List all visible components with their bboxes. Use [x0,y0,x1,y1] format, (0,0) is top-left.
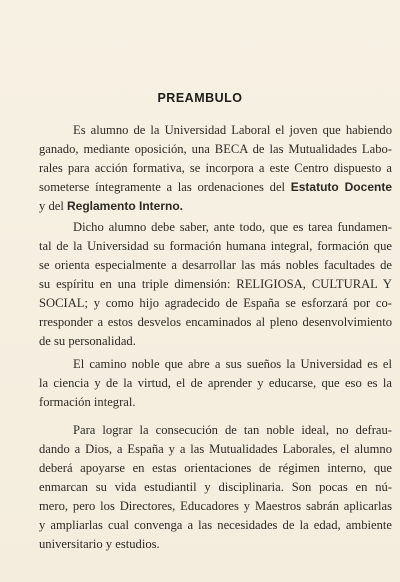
text-line: enmarcan su vida estudiantil y disciplinaria. Son pocas en nú- [39,480,392,494]
text-line: deberá apoyarse en estas orientaciones de régimen interno, que [39,461,392,475]
text-segment: y del [39,199,67,213]
paragraph-4 [39,421,392,554]
text-line: rresponder a estos desvelos encaminados al pleno desenvolvimiento [39,315,392,329]
text-line: dando a Dios, a España y a las Mutualidades Laborales, el alumno [39,442,392,456]
text-line: SOCIAL; y como hijo agradecido de España se esforzará por co- [39,296,392,310]
text-line: ganado, mediante oposición, una BECA de las Mutualidades Labo- [39,142,392,156]
paragraph-1 [39,121,392,216]
text-line: Dicho alumno debe saber, ante todo, que es tarea fundamen- [73,220,392,234]
text-line: rales para acción formativa, se incorpora a este Centro dispuesto a [39,161,392,175]
text-line: universitario y estudios. [39,537,160,551]
text-line [39,178,392,197]
text-line: El camino noble que abre a sus sueños la Universidad es el [73,357,392,371]
text-line: mero, pero los Directores, Educadores y Maestros sabrán aplicarlas [39,499,392,513]
paragraph-3 [39,355,392,412]
text-line: se orienta especialmente a desarrollar las más nobles facultades de [39,258,392,272]
statute-reference: Estatuto Docente [290,180,392,194]
text-line [39,197,392,216]
text-line: Para lograr la consecución de tan noble ideal, no defrau- [73,423,392,437]
text-line: y ampliarlas cual convenga a las necesidades de la edad, ambiente [39,518,392,532]
text-line: la ciencia y de la virtud, el de aprender y educarse, que eso es la [39,376,392,390]
text-line: Es alumno de la Universidad Laboral el joven que habiendo [73,123,392,137]
page-title: PREAMBULO [157,91,243,105]
text-line: tal de la Universidad su formación humana integral, formación que [39,239,392,253]
paragraph-2 [39,218,392,351]
text-line: formación integral. [39,395,136,409]
text-line: de su personalidad. [39,334,136,348]
text-segment: someterse íntegramente a las ordenaciones del [39,180,291,194]
text-line: su espíritu en una triple dimensión: RELIGIOSA, CULTURAL Y [39,277,392,291]
regulation-reference: Reglamento Interno. [66,199,183,213]
